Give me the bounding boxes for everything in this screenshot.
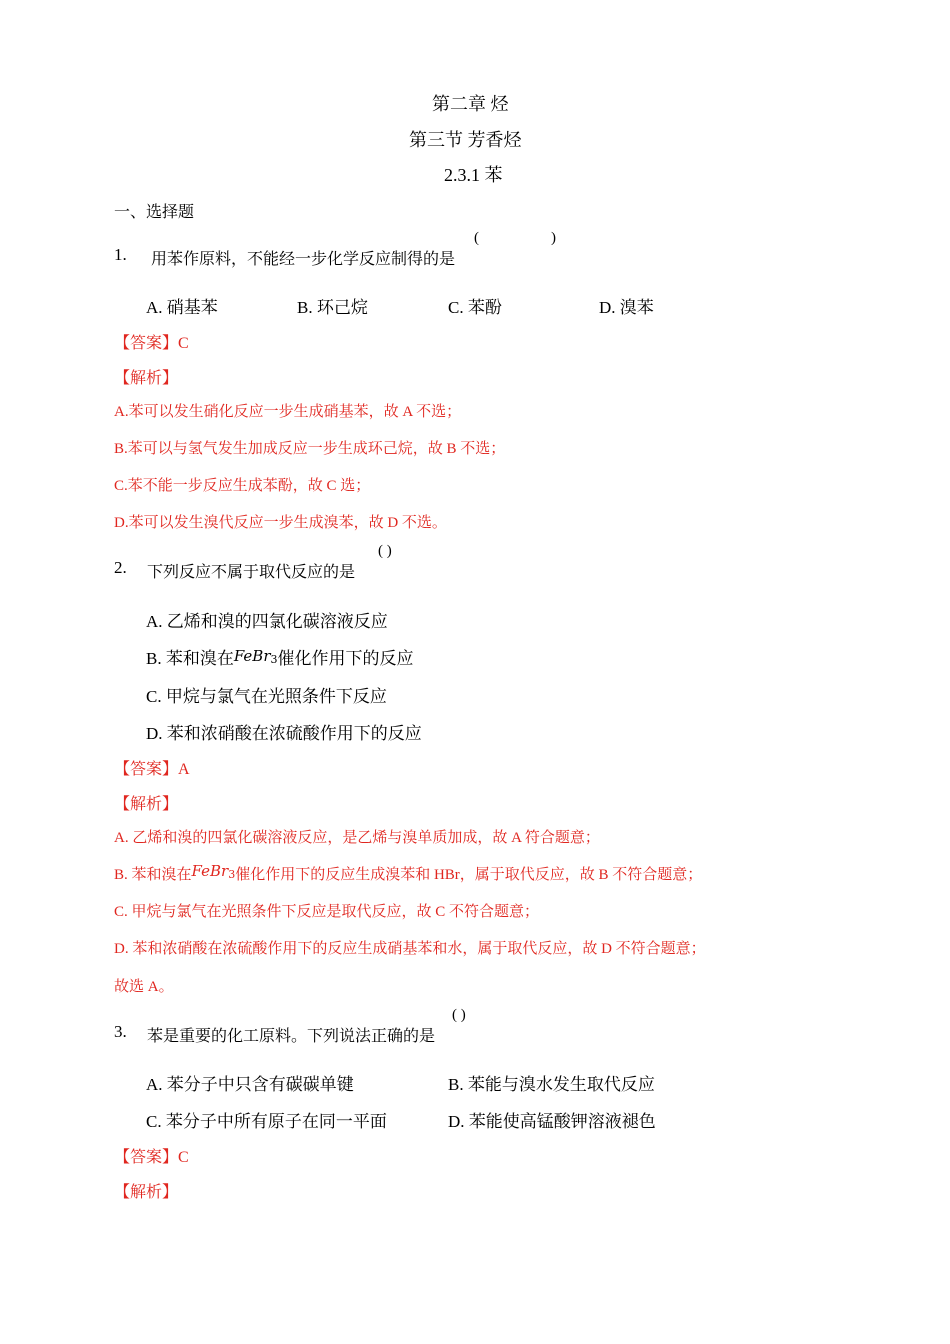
section-title: 第三节 芳香烃	[409, 130, 522, 150]
q2-option-d: D. 苯和浓硝酸在浓硫酸作用下的反应	[146, 724, 422, 743]
answer-label: 【答案】	[114, 335, 179, 352]
q2-analysis-b-pre: B. 苯和溴在	[114, 867, 192, 883]
part-heading: 一、选择题	[114, 204, 195, 221]
q1-analysis-c: C.苯不能一步反应生成苯酚，故 C 选；	[114, 478, 371, 494]
q1-analysis-label: 【解析】	[114, 370, 179, 387]
q2-option-b-post: 催化作用下的反应	[277, 649, 414, 668]
q1-analysis-a: A.苯可以发生硝化反应一步生成硝基苯，故 A 不选；	[114, 404, 462, 420]
q3-option-b: B. 苯能与溴水发生取代反应	[448, 1075, 655, 1094]
q3-number: 3.	[114, 1022, 127, 1041]
q1-stem: 用苯作原料，不能经一步化学反应制得的是	[151, 251, 456, 268]
q2-option-c: C. 甲烷与氯气在光照条件下反应	[146, 687, 387, 706]
q2-analysis-label: 【解析】	[114, 796, 179, 813]
q2-analysis-b-post: 催化作用下的反应生成溴苯和 HBr，属于取代反应，故 B 不符合题意；	[235, 867, 703, 883]
q2-analysis-a: A. 乙烯和溴的四氯化碳溶液反应，是乙烯与溴单质加成，故 A 符合题意；	[114, 830, 600, 846]
q1-option-b: B. 环己烷	[297, 298, 368, 317]
q2-answer-value: A	[178, 761, 190, 778]
q1-number: 1.	[114, 245, 127, 264]
q1-option-c: C. 苯酚	[448, 298, 502, 317]
febr3-formula	[192, 862, 236, 880]
q2-option-b-pre: B. 苯和溴在	[146, 649, 234, 668]
q2-number: 2.	[114, 558, 127, 577]
q2-analysis-c: C. 甲烷与氯气在光照条件下反应是取代反应，故 C 不符合题意；	[114, 904, 540, 920]
q1-answer-value: C	[178, 335, 189, 352]
q1-analysis-b: B.苯可以与氢气发生加成反应一步生成环己烷，故 B 不选；	[114, 441, 506, 457]
q2-stem: 下列反应不属于取代反应的是	[147, 564, 356, 581]
q3-stem: 苯是重要的化工原料。下列说法正确的是	[147, 1028, 436, 1045]
q1-paren-right: )	[551, 230, 556, 246]
q1-option-d: D. 溴苯	[599, 298, 654, 317]
q3-option-a: A. 苯分子中只含有碳碳单键	[146, 1075, 354, 1094]
q1-option-a: A. 硝基苯	[146, 298, 218, 317]
q1-analysis-d: D.苯可以发生溴代反应一步生成溴苯，故 D 不选。	[114, 515, 447, 531]
q3-paren: ( )	[452, 1007, 466, 1023]
q3-option-d: D. 苯能使高锰酸钾溶液褪色	[448, 1112, 656, 1131]
q2-option-a: A. 乙烯和溴的四氯化碳溶液反应	[146, 612, 388, 631]
q1-paren-left: (	[474, 230, 479, 246]
q2-analysis-d: D. 苯和浓硝酸在浓硫酸作用下的反应生成硝基苯和水，属于取代反应，故 D 不符合题意；	[114, 941, 706, 957]
q2-option-b	[146, 644, 414, 669]
lesson-title: 2.3.1 苯	[444, 165, 503, 185]
q1-answer-line	[114, 330, 189, 353]
q3-answer-line	[114, 1144, 189, 1167]
q2-analysis-conclusion: 故选 A。	[114, 979, 174, 995]
formula-subscript: 3	[228, 868, 236, 881]
answer-label: 【答案】	[114, 761, 179, 778]
q3-option-c: C. 苯分子中所有原子在同一平面	[146, 1112, 387, 1131]
q3-analysis-label: 【解析】	[114, 1184, 179, 1201]
answer-label: 【答案】	[114, 1149, 179, 1166]
formula-base: FeBr	[191, 862, 229, 880]
chapter-title: 第二章 烃	[432, 94, 509, 114]
febr3-formula	[234, 647, 278, 665]
q2-answer-line	[114, 756, 190, 779]
q2-analysis-b	[114, 863, 702, 884]
q3-answer-value: C	[178, 1149, 189, 1166]
formula-base: FeBr	[233, 647, 271, 665]
q2-paren: ( )	[378, 543, 392, 559]
formula-subscript: 3	[270, 653, 278, 666]
